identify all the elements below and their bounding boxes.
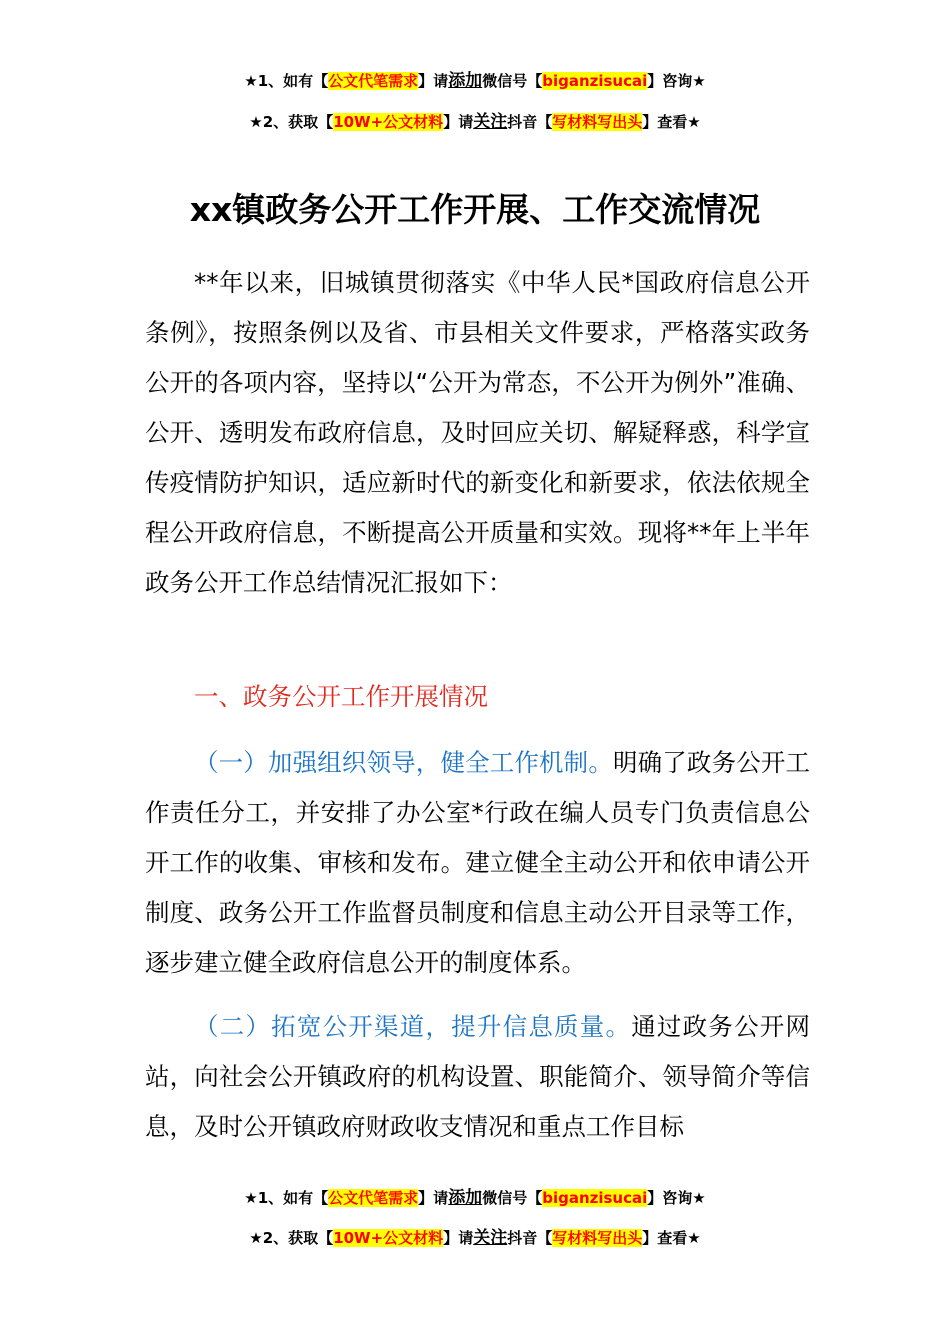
banner-highlight: 10W+公文材料 <box>333 113 444 131</box>
banner-text: 】查看★ <box>642 1229 701 1247</box>
item-paragraph-1 <box>145 738 810 988</box>
banner-highlight-wechat: biganzisucai <box>542 72 648 90</box>
banner-text: 】咨询★ <box>647 1189 706 1207</box>
banner-text: ★1、如有【 <box>244 72 329 90</box>
banner-text: 抖音【 <box>507 1229 553 1247</box>
banner-text: 】请 <box>443 1229 474 1247</box>
promo-banner-top-line2 <box>0 112 950 132</box>
banner-text: 】查看★ <box>642 113 701 131</box>
banner-text: ★2、获取【 <box>249 113 334 131</box>
banner-emphasis: 添加 <box>448 71 483 91</box>
banner-emphasis: 添加 <box>448 1188 483 1208</box>
item-body: 明确了政务公开工作责任分工，并安排了办公室*行政在编人员专门负责信息公开工作的收集、审核和发布。建立健全主动公开和依申请公开制度、政务公开工作监督员制度和信息主动公开目录等工作，逐步建立健全政府信息公开的制度体系。 <box>145 748 811 977</box>
item-body: 通过政务公开网站，向社会公开镇政府的机构设置、职能简介、领导简介等信息，及时公开镇政府财政收支情况和重点工作目标 <box>145 1012 811 1141</box>
banner-text: 】请 <box>443 113 474 131</box>
banner-highlight-wechat: biganzisucai <box>542 1189 648 1207</box>
banner-text: 】咨询★ <box>647 72 706 90</box>
document-title: xx镇政务公开工作开展、工作交流情况 <box>189 190 761 229</box>
banner-emphasis: 关注 <box>473 112 508 132</box>
banner-highlight-douyin: 写材料写出头 <box>552 1229 643 1247</box>
item-heading: （二）拓宽公开渠道，提升信息质量。 <box>194 1012 632 1041</box>
promo-banner-top-line1 <box>0 71 950 91</box>
banner-text: 】请 <box>418 1189 449 1207</box>
banner-highlight: 公文代笔需求 <box>328 72 419 90</box>
banner-highlight-douyin: 写材料写出头 <box>552 113 643 131</box>
promo-banner-bottom-line2 <box>0 1228 950 1248</box>
banner-text: 微信号【 <box>482 1189 543 1207</box>
banner-highlight: 10W+公文材料 <box>333 1229 444 1247</box>
banner-text: 微信号【 <box>482 72 543 90</box>
banner-emphasis: 关注 <box>473 1228 508 1248</box>
banner-text: 抖音【 <box>507 113 553 131</box>
banner-text: ★1、如有【 <box>244 1189 329 1207</box>
banner-highlight: 公文代笔需求 <box>328 1189 419 1207</box>
banner-text: ★2、获取【 <box>249 1229 334 1247</box>
item-heading: （一）加强组织领导，健全工作机制。 <box>194 748 613 777</box>
promo-banner-bottom-line1 <box>0 1188 950 1208</box>
intro-paragraph: **年以来，旧城镇贯彻落实《中华人民*国政府信息公开条例》，按照条例以及省、市县相关文件要求，严格落实政务公开的各项内容，坚持以“公开为常态，不公开为例外”准确、公开、透明发布政府信息，及时回应关切、解疑释惑，科学宣传疫情防护知识，适应新时代的新变化和新要求，依法依规全程公开政府信息，不断提高公开质量和实效。现将**年上半年政务公开工作总结情况汇报如下： <box>145 268 810 597</box>
banner-text: 】请 <box>418 72 449 90</box>
item-paragraph-2 <box>145 1002 810 1152</box>
section-heading: 一、政务公开工作开展情况 <box>194 682 488 711</box>
